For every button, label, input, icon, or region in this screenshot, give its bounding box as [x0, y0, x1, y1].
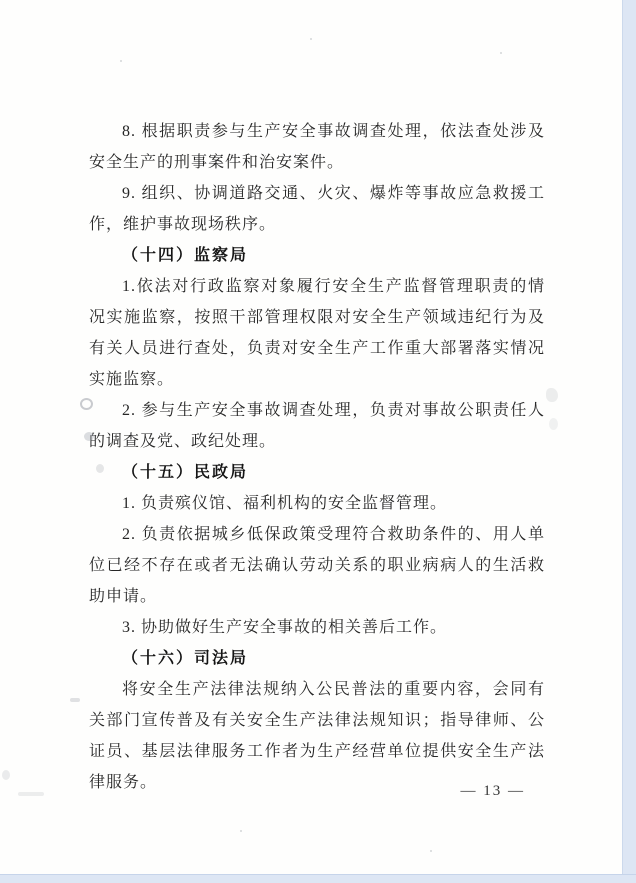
body-text-line: 律服务。 — [89, 774, 158, 791]
scan-noise-dot — [430, 850, 432, 852]
body-text-line: 安全生产的刑事案件和治安案件。 — [89, 154, 345, 171]
body-text-line: 1.依法对行政监察对象履行安全生产监督管理职责的情 — [122, 278, 545, 295]
body-text-line: 9. 组织、协调道路交通、火灾、爆炸等事故应急救援工 — [122, 185, 545, 202]
body-text-line: 证员、基层法律服务工作者为生产经营单位提供安全生产法 — [89, 743, 545, 760]
body-text-line: 助申请。 — [89, 588, 158, 605]
body-text-line: 作，维护事故现场秩序。 — [89, 216, 277, 233]
section-heading-line: （十五）民政局 — [122, 464, 249, 481]
body-text-line: 有关人员进行查处，负责对安全生产工作重大部署落实情况 — [89, 340, 545, 357]
body-text-line: 3. 协助做好生产安全事故的相关善后工作。 — [122, 619, 448, 636]
scan-edge-bottom — [0, 874, 636, 883]
scan-artifact — [96, 464, 104, 473]
body-text-line: 位已经不存在或者无法确认劳动关系的职业病病人的生活救 — [89, 557, 545, 574]
body-text-line: 1. 负责殡仪馆、福利机构的安全监督管理。 — [122, 495, 448, 512]
body-text-line: 8. 根据职责参与生产安全事故调查处理，依法查处涉及 — [122, 123, 545, 140]
scan-noise-dot — [240, 830, 242, 832]
scan-artifact — [18, 792, 44, 796]
body-text-line: 关部门宣传普及有关安全生产法律法规知识；指导律师、公 — [89, 712, 545, 729]
scan-artifact — [84, 432, 94, 441]
scan-noise-dot — [310, 38, 312, 40]
body-text-line: 实施监察。 — [89, 371, 175, 388]
page-number: — 13 — — [460, 783, 525, 799]
scan-noise-dot — [120, 60, 122, 62]
scan-artifact — [546, 388, 558, 402]
body-text-line: 将安全生产法律法规纳入公民普法的重要内容，会同有 — [122, 681, 545, 698]
body-text-line: 2. 参与生产安全事故调查处理，负责对事故公职责任人 — [122, 402, 545, 419]
scan-artifact — [549, 418, 558, 430]
scan-artifact — [2, 770, 10, 780]
scan-edge-right — [622, 0, 636, 883]
document-text-block — [89, 116, 545, 798]
body-text-line: 的调查及党、政纪处理。 — [89, 433, 277, 450]
section-heading-line: （十六）司法局 — [122, 650, 249, 667]
scan-artifact — [80, 398, 93, 410]
section-heading-line: （十四）监察局 — [122, 247, 249, 264]
body-text-line: 2. 负责依据城乡低保政策受理符合救助条件的、用人单 — [122, 526, 545, 543]
scan-artifact — [70, 698, 80, 702]
body-text-line: 况实施监察，按照干部管理权限对安全生产领域违纪行为及 — [89, 309, 545, 326]
scan-noise-dot — [500, 52, 502, 54]
